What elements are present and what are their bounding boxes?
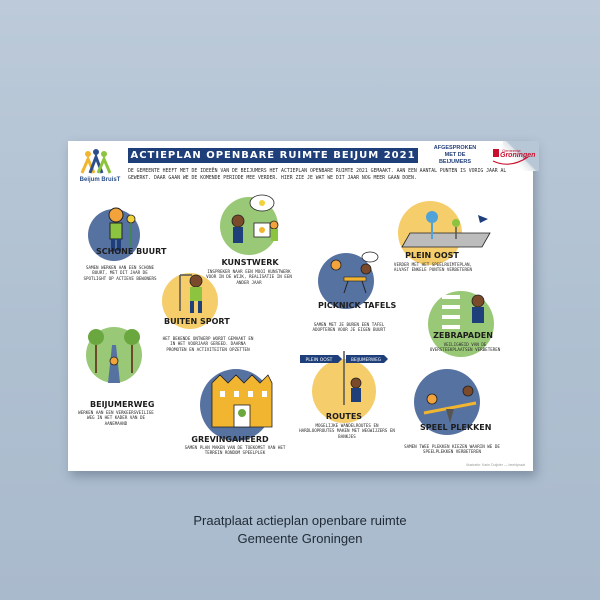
item-text: HET BEKENDE ONTWERP WORDT GEMAAKT EN IN HET VOORJAAR GEREED. DAARNA PROMOTEN EN ACTIVITEITEN OPZETTEN (162, 336, 254, 352)
poster (68, 141, 536, 471)
item-title: KUNSTWERK (221, 258, 279, 267)
municipality-small: Gemeente (502, 148, 521, 153)
item-text: VEILIGHEID VAN DE OVERSTEEKPLAATSEN VERBETEREN (429, 342, 501, 353)
item-title: BEIJUMERWEG (90, 400, 155, 409)
illustration-credit: illustratie: Karin Duijster — beeldpraat (466, 463, 525, 467)
intro-text: DE GEMEENTE HEEFT MET DE IDEEËN VAN DE BEIJUMERS HET ACTIEPLAN OPENBARE RUIMTE 2021 GEMAAKT. AAN EEN AANTAL PUNTEN IS VORIG JAAR AL GEWERKT. DAAR GAAN WE DE KOMENDE PERIODE MEE VERDER. HIER ZIE JE WAT WE DIT JAAR NOG MEER GAAN DOEN. (128, 169, 507, 181)
item-text: SAMEN PLAN MAKEN VAN DE TOEKOMST VAN HET TERREIN RONDOM SPEELPLEK (184, 445, 286, 456)
item-text: SAMEN MET JE BUREN EEN TAFEL ADOPTEREN VOOR JE EIGEN BUURT (312, 322, 386, 333)
municipality-big: Groningen (500, 152, 536, 159)
seesaw-kids-icon (420, 379, 480, 427)
agreed-line: AFGESPROKEN (433, 145, 477, 151)
item-text: MOGELIJKE WANDELROUTES EN HARDLOOPROUTES MAKEN MET WEGWIJZERS EN BANKJES (299, 423, 395, 439)
houses-and-gate-icon (208, 367, 276, 427)
caption-line-2: Gemeente Groningen (237, 531, 363, 546)
tree-lined-road-icon (86, 327, 142, 385)
logo-name: Beijum BruisT (79, 177, 121, 183)
item-title: BUITEN SPORT (164, 317, 230, 326)
artists-with-idea-icon (226, 193, 282, 253)
caption-line-1: Praatplaat actieplan openbare ruimte (193, 513, 407, 528)
agreed-line: BEIJUMERS (438, 159, 472, 165)
beijum-logo (78, 147, 121, 189)
agreed-note (425, 145, 485, 166)
item-text: VERDER MET HET SPEELRUIMTEPLAN, ALVAST ENKELE PUNTEN VERBETEREN (393, 262, 473, 273)
image-caption (0, 512, 600, 548)
item-title: ROUTES (325, 412, 363, 421)
signposts-icon (298, 345, 390, 409)
logo-figures-icon (78, 147, 114, 177)
item-text: INSPREKER NAAR EEN MOOI KUNSTWERK VOOR IN DE WIJK, REALISATIE IN EEN ANDER JAAR (206, 269, 292, 285)
item-text: SAMEN WERKEN AAN EEN SCHONE BUURT, MET DIT JAAR DE SPOTLIGHT OP ACTIEVE BEWONERS (83, 265, 157, 281)
picnic-table-people-icon (322, 249, 386, 299)
gemeente-groningen-logo (490, 147, 536, 167)
item-text: SAMEN TWEE PLEKKEN KIEZEN WAARIN WE DE SPEELPLEKKEN VERBETEREN (404, 444, 500, 455)
poster-title: ACTIEPLAN OPENBARE RUIMTE BEIJUM 2021 (128, 148, 418, 163)
item-title: SPEEL PLEKKEN (420, 423, 492, 432)
item-title: GREVINGAHEERD (191, 435, 269, 444)
sign-label: BEIJUMERWEG (350, 357, 382, 362)
item-title: ZEBRAPADEN (433, 331, 493, 340)
item-title: SCHONE BUURT (96, 247, 167, 256)
sign-label: PLEIN OOST (305, 358, 333, 363)
agreed-line: MET DE (444, 152, 466, 158)
sporting-person-icon (174, 271, 214, 319)
item-title: PICKNICK TAFELS (318, 301, 397, 310)
square-with-fountain-icon (402, 209, 498, 257)
item-title: PLEIN OOST (405, 251, 459, 260)
item-text: WERKEN AAN EEN VERKEERSVEILIGE WEG IN HET KADER VAN DE AANEMAAND (78, 410, 154, 426)
